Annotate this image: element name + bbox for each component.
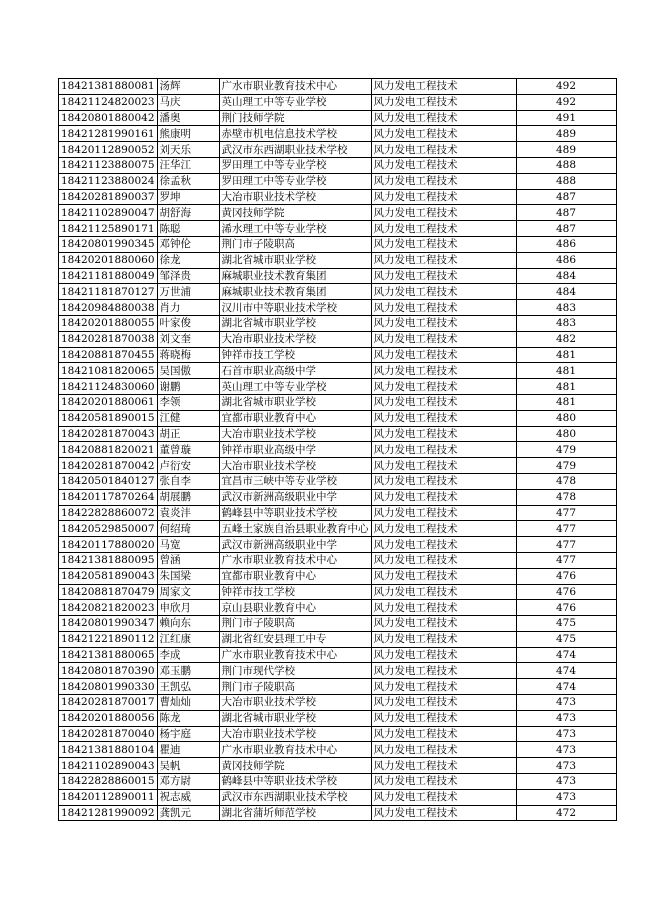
exam-id-cell: 18420984880038 <box>59 300 158 316</box>
major-cell: 风力发电工程技术 <box>371 79 516 95</box>
table-row <box>59 505 617 521</box>
school-cell: 荆门市现代学校 <box>219 663 371 679</box>
student-name-cell: 马宽 <box>157 537 219 553</box>
score-cell: 487 <box>516 189 616 205</box>
exam-id-cell: 18421124820023 <box>59 94 158 110</box>
table-row <box>59 252 617 268</box>
exam-id-cell: 18421125890171 <box>59 221 158 237</box>
score-cell: 484 <box>516 284 616 300</box>
school-cell: 汉川市中等职业技术学校 <box>219 300 371 316</box>
table-row <box>59 379 617 395</box>
score-cell: 481 <box>516 363 616 379</box>
major-cell: 风力发电工程技术 <box>371 347 516 363</box>
table-row <box>59 726 617 742</box>
score-cell: 473 <box>516 789 616 805</box>
exam-id-cell: 18420581890043 <box>59 568 158 584</box>
results-table-body <box>59 79 617 821</box>
exam-id-cell: 18421081820065 <box>59 363 158 379</box>
student-name-cell: 王凯弘 <box>157 679 219 695</box>
score-cell: 473 <box>516 710 616 726</box>
school-cell: 黄冈技师学院 <box>219 758 371 774</box>
score-cell: 487 <box>516 205 616 221</box>
school-cell: 钟祥市技工学校 <box>219 347 371 363</box>
score-cell: 488 <box>516 157 616 173</box>
school-cell: 鹤峰县中等职业技术学校 <box>219 505 371 521</box>
exam-id-cell: 18421123880024 <box>59 173 158 189</box>
exam-id-cell: 18420281890037 <box>59 189 158 205</box>
table-row <box>59 742 617 758</box>
student-name-cell: 周家文 <box>157 584 219 600</box>
major-cell: 风力发电工程技术 <box>371 442 516 458</box>
school-cell: 京山县职业教育中心 <box>219 600 371 616</box>
student-name-cell: 赖向东 <box>157 616 219 632</box>
school-cell: 大冶市职业技术学校 <box>219 458 371 474</box>
table-row <box>59 173 617 189</box>
student-name-cell: 马庆 <box>157 94 219 110</box>
score-cell: 478 <box>516 473 616 489</box>
school-cell: 湖北省城市职业学校 <box>219 710 371 726</box>
exam-id-cell: 18420281870043 <box>59 426 158 442</box>
exam-id-cell: 18420201880060 <box>59 252 158 268</box>
student-name-cell: 蒋晓梅 <box>157 347 219 363</box>
table-row <box>59 157 617 173</box>
major-cell: 风力发电工程技术 <box>371 300 516 316</box>
school-cell: 宜都市职业教育中心 <box>219 568 371 584</box>
student-name-cell: 张自李 <box>157 473 219 489</box>
major-cell: 风力发电工程技术 <box>371 473 516 489</box>
major-cell: 风力发电工程技术 <box>371 647 516 663</box>
exam-id-cell: 18420117870264 <box>59 489 158 505</box>
school-cell: 荆门市子陵职高 <box>219 236 371 252</box>
school-cell: 钟祥市职业高级中学 <box>219 442 371 458</box>
table-row <box>59 268 617 284</box>
table-row <box>59 410 617 426</box>
major-cell: 风力发电工程技术 <box>371 489 516 505</box>
major-cell: 风力发电工程技术 <box>371 789 516 805</box>
school-cell: 麻城职业技术教育集团 <box>219 284 371 300</box>
exam-id-cell: 18421381880104 <box>59 742 158 758</box>
school-cell: 武汉市新洲高级职业中学 <box>219 489 371 505</box>
table-row <box>59 94 617 110</box>
exam-id-cell: 18421281990161 <box>59 126 158 142</box>
exam-id-cell: 18420881820021 <box>59 442 158 458</box>
school-cell: 大冶市职业技术学校 <box>219 726 371 742</box>
school-cell: 石首市职业高级中学 <box>219 363 371 379</box>
major-cell: 风力发电工程技术 <box>371 521 516 537</box>
major-cell: 风力发电工程技术 <box>371 805 516 821</box>
major-cell: 风力发电工程技术 <box>371 679 516 695</box>
school-cell: 浠水理工中等专业学校 <box>219 221 371 237</box>
major-cell: 风力发电工程技术 <box>371 726 516 742</box>
exam-id-cell: 18420801880042 <box>59 110 158 126</box>
exam-id-cell: 18420281870042 <box>59 458 158 474</box>
major-cell: 风力发电工程技术 <box>371 189 516 205</box>
major-cell: 风力发电工程技术 <box>371 774 516 790</box>
student-name-cell: 陈聪 <box>157 221 219 237</box>
school-cell: 湖北省城市职业学校 <box>219 315 371 331</box>
score-cell: 473 <box>516 695 616 711</box>
score-cell: 477 <box>516 552 616 568</box>
major-cell: 风力发电工程技术 <box>371 205 516 221</box>
student-name-cell: 邓方尉 <box>157 774 219 790</box>
score-cell: 483 <box>516 300 616 316</box>
school-cell: 大冶市职业技术学校 <box>219 695 371 711</box>
score-cell: 473 <box>516 726 616 742</box>
major-cell: 风力发电工程技术 <box>371 568 516 584</box>
major-cell: 风力发电工程技术 <box>371 142 516 158</box>
table-row <box>59 284 617 300</box>
student-name-cell: 祝志威 <box>157 789 219 805</box>
exam-id-cell: 18421381880095 <box>59 552 158 568</box>
score-cell: 486 <box>516 236 616 252</box>
exam-id-cell: 18420881870455 <box>59 347 158 363</box>
school-cell: 鹤峰县中等职业技术学校 <box>219 774 371 790</box>
student-name-cell: 叶家俊 <box>157 315 219 331</box>
exam-id-cell: 18420281870040 <box>59 726 158 742</box>
table-row <box>59 774 617 790</box>
score-cell: 489 <box>516 142 616 158</box>
exam-id-cell: 18421181870127 <box>59 284 158 300</box>
student-name-cell: 邓钟伦 <box>157 236 219 252</box>
table-row <box>59 568 617 584</box>
exam-id-cell: 18420281870017 <box>59 695 158 711</box>
table-row <box>59 347 617 363</box>
exam-id-cell: 18421281990092 <box>59 805 158 821</box>
student-name-cell: 何绍琦 <box>157 521 219 537</box>
score-cell: 482 <box>516 331 616 347</box>
student-name-cell: 熊康明 <box>157 126 219 142</box>
student-name-cell: 汤辉 <box>157 79 219 95</box>
major-cell: 风力发电工程技术 <box>371 410 516 426</box>
student-name-cell: 汪华江 <box>157 157 219 173</box>
table-row <box>59 600 617 616</box>
major-cell: 风力发电工程技术 <box>371 426 516 442</box>
major-cell: 风力发电工程技术 <box>371 537 516 553</box>
exam-id-cell: 18420801990330 <box>59 679 158 695</box>
table-row <box>59 552 617 568</box>
exam-id-cell: 18421181880049 <box>59 268 158 284</box>
exam-id-cell: 18420501840127 <box>59 473 158 489</box>
exam-id-cell: 18420117880020 <box>59 537 158 553</box>
score-cell: 475 <box>516 631 616 647</box>
table-row <box>59 584 617 600</box>
major-cell: 风力发电工程技术 <box>371 631 516 647</box>
student-name-cell: 龚凯元 <box>157 805 219 821</box>
score-cell: 488 <box>516 173 616 189</box>
major-cell: 风力发电工程技术 <box>371 236 516 252</box>
major-cell: 风力发电工程技术 <box>371 663 516 679</box>
exam-id-cell: 18420281870038 <box>59 331 158 347</box>
school-cell: 湖北省城市职业学校 <box>219 252 371 268</box>
major-cell: 风力发电工程技术 <box>371 126 516 142</box>
school-cell: 广水市职业教育技术中心 <box>219 552 371 568</box>
score-cell: 483 <box>516 315 616 331</box>
table-row <box>59 126 617 142</box>
exam-id-cell: 18422828860072 <box>59 505 158 521</box>
student-name-cell: 袁炎沣 <box>157 505 219 521</box>
student-name-cell: 刘天乐 <box>157 142 219 158</box>
student-name-cell: 刘文奎 <box>157 331 219 347</box>
exam-id-cell: 18420201880056 <box>59 710 158 726</box>
table-row <box>59 758 617 774</box>
major-cell: 风力发电工程技术 <box>371 284 516 300</box>
exam-id-cell: 18420881870479 <box>59 584 158 600</box>
score-cell: 474 <box>516 663 616 679</box>
exam-id-cell: 18420201880061 <box>59 394 158 410</box>
school-cell: 湖北省蒲圻师范学校 <box>219 805 371 821</box>
school-cell: 黄冈技师学院 <box>219 205 371 221</box>
score-cell: 474 <box>516 647 616 663</box>
score-cell: 477 <box>516 521 616 537</box>
school-cell: 五峰土家族自治县职业教育中心 <box>219 521 371 537</box>
table-row <box>59 442 617 458</box>
table-row <box>59 142 617 158</box>
student-name-cell: 曾涵 <box>157 552 219 568</box>
table-row <box>59 205 617 221</box>
exam-id-cell: 18420801990345 <box>59 236 158 252</box>
school-cell: 荆门市子陵职高 <box>219 616 371 632</box>
school-cell: 大冶市职业技术学校 <box>219 426 371 442</box>
student-name-cell: 董曾璇 <box>157 442 219 458</box>
major-cell: 风力发电工程技术 <box>371 363 516 379</box>
score-cell: 477 <box>516 537 616 553</box>
score-cell: 491 <box>516 110 616 126</box>
score-cell: 481 <box>516 394 616 410</box>
major-cell: 风力发电工程技术 <box>371 268 516 284</box>
school-cell: 麻城职业技术教育集团 <box>219 268 371 284</box>
student-name-cell: 徐孟秋 <box>157 173 219 189</box>
school-cell: 武汉市东西湖职业技术学校 <box>219 789 371 805</box>
major-cell: 风力发电工程技术 <box>371 600 516 616</box>
student-name-cell: 潘奥 <box>157 110 219 126</box>
major-cell: 风力发电工程技术 <box>371 616 516 632</box>
major-cell: 风力发电工程技术 <box>371 315 516 331</box>
student-name-cell: 李成 <box>157 647 219 663</box>
score-cell: 484 <box>516 268 616 284</box>
major-cell: 风力发电工程技术 <box>371 695 516 711</box>
student-name-cell: 吴帆 <box>157 758 219 774</box>
school-cell: 钟祥市技工学校 <box>219 584 371 600</box>
table-row <box>59 110 617 126</box>
table-row <box>59 679 617 695</box>
exam-id-cell: 18421102890047 <box>59 205 158 221</box>
table-row <box>59 426 617 442</box>
school-cell: 大冶市职业技术学校 <box>219 189 371 205</box>
major-cell: 风力发电工程技术 <box>371 221 516 237</box>
table-row <box>59 331 617 347</box>
score-cell: 477 <box>516 505 616 521</box>
table-row <box>59 189 617 205</box>
school-cell: 宜都市职业教育中心 <box>219 410 371 426</box>
score-cell: 480 <box>516 426 616 442</box>
exam-id-cell: 18421381880065 <box>59 647 158 663</box>
student-name-cell: 曹灿灿 <box>157 695 219 711</box>
major-cell: 风力发电工程技术 <box>371 173 516 189</box>
school-cell: 武汉市东西湖职业技术学校 <box>219 142 371 158</box>
student-name-cell: 江红康 <box>157 631 219 647</box>
score-cell: 473 <box>516 774 616 790</box>
exam-id-cell: 18420581890015 <box>59 410 158 426</box>
school-cell: 赤壁市机电信息技术学校 <box>219 126 371 142</box>
school-cell: 广水市职业教育技术中心 <box>219 647 371 663</box>
table-row <box>59 300 617 316</box>
score-cell: 479 <box>516 458 616 474</box>
score-cell: 476 <box>516 584 616 600</box>
student-name-cell: 谢鹏 <box>157 379 219 395</box>
student-name-cell: 卢衍安 <box>157 458 219 474</box>
exam-id-cell: 18420201880055 <box>59 315 158 331</box>
major-cell: 风力发电工程技术 <box>371 458 516 474</box>
school-cell: 英山理工中等专业学校 <box>219 94 371 110</box>
major-cell: 风力发电工程技术 <box>371 758 516 774</box>
student-name-cell: 瞿迪 <box>157 742 219 758</box>
table-row <box>59 616 617 632</box>
major-cell: 风力发电工程技术 <box>371 331 516 347</box>
major-cell: 风力发电工程技术 <box>371 710 516 726</box>
exam-id-cell: 18421221890112 <box>59 631 158 647</box>
score-cell: 475 <box>516 616 616 632</box>
table-row <box>59 489 617 505</box>
table-row <box>59 789 617 805</box>
score-cell: 481 <box>516 347 616 363</box>
score-cell: 473 <box>516 742 616 758</box>
table-row <box>59 805 617 821</box>
student-name-cell: 肖力 <box>157 300 219 316</box>
school-cell: 荆门市子陵职高 <box>219 679 371 695</box>
major-cell: 风力发电工程技术 <box>371 379 516 395</box>
school-cell: 罗田理工中等专业学校 <box>219 173 371 189</box>
school-cell: 湖北省红安县理工中专 <box>219 631 371 647</box>
student-name-cell: 朱国梁 <box>157 568 219 584</box>
student-name-cell: 杨宇庭 <box>157 726 219 742</box>
major-cell: 风力发电工程技术 <box>371 157 516 173</box>
table-row <box>59 521 617 537</box>
school-cell: 宜昌市三峡中等专业学校 <box>219 473 371 489</box>
major-cell: 风力发电工程技术 <box>371 584 516 600</box>
student-name-cell: 李领 <box>157 394 219 410</box>
table-row <box>59 695 617 711</box>
table-row <box>59 79 617 95</box>
major-cell: 风力发电工程技术 <box>371 252 516 268</box>
score-cell: 480 <box>516 410 616 426</box>
score-cell: 478 <box>516 489 616 505</box>
results-table <box>58 78 617 821</box>
student-name-cell: 申欣月 <box>157 600 219 616</box>
score-cell: 481 <box>516 379 616 395</box>
major-cell: 风力发电工程技术 <box>371 552 516 568</box>
exam-id-cell: 18421123880075 <box>59 157 158 173</box>
school-cell: 广水市职业教育技术中心 <box>219 79 371 95</box>
student-name-cell: 邓玉鹏 <box>157 663 219 679</box>
student-name-cell: 罗坤 <box>157 189 219 205</box>
table-row <box>59 631 617 647</box>
major-cell: 风力发电工程技术 <box>371 394 516 410</box>
table-row <box>59 647 617 663</box>
score-cell: 486 <box>516 252 616 268</box>
table-row <box>59 236 617 252</box>
score-cell: 492 <box>516 79 616 95</box>
student-name-cell: 胡展鹏 <box>157 489 219 505</box>
score-cell: 492 <box>516 94 616 110</box>
school-cell: 武汉市新洲高级职业中学 <box>219 537 371 553</box>
student-name-cell: 徐龙 <box>157 252 219 268</box>
score-cell: 472 <box>516 805 616 821</box>
student-name-cell: 胡正 <box>157 426 219 442</box>
table-row <box>59 363 617 379</box>
exam-id-cell: 18420112890052 <box>59 142 158 158</box>
exam-id-cell: 18420821820023 <box>59 600 158 616</box>
school-cell: 荆门技师学院 <box>219 110 371 126</box>
major-cell: 风力发电工程技术 <box>371 110 516 126</box>
school-cell: 大冶市职业技术学校 <box>219 331 371 347</box>
score-cell: 487 <box>516 221 616 237</box>
table-row <box>59 394 617 410</box>
exam-id-cell: 18421102890043 <box>59 758 158 774</box>
table-row <box>59 458 617 474</box>
exam-id-cell: 18421124830060 <box>59 379 158 395</box>
major-cell: 风力发电工程技术 <box>371 94 516 110</box>
table-row <box>59 537 617 553</box>
exam-id-cell: 18420529850007 <box>59 521 158 537</box>
score-cell: 474 <box>516 679 616 695</box>
student-name-cell: 陈龙 <box>157 710 219 726</box>
major-cell: 风力发电工程技术 <box>371 505 516 521</box>
score-cell: 489 <box>516 126 616 142</box>
score-cell: 479 <box>516 442 616 458</box>
score-cell: 476 <box>516 600 616 616</box>
exam-id-cell: 18420801870390 <box>59 663 158 679</box>
student-name-cell: 邹泽贵 <box>157 268 219 284</box>
score-cell: 473 <box>516 758 616 774</box>
table-row <box>59 221 617 237</box>
table-row <box>59 315 617 331</box>
student-name-cell: 万世浦 <box>157 284 219 300</box>
exam-id-cell: 18422828860015 <box>59 774 158 790</box>
student-name-cell: 江健 <box>157 410 219 426</box>
student-name-cell: 吴国傲 <box>157 363 219 379</box>
exam-id-cell: 18421381880081 <box>59 79 158 95</box>
major-cell: 风力发电工程技术 <box>371 742 516 758</box>
school-cell: 罗田理工中等专业学校 <box>219 157 371 173</box>
table-row <box>59 473 617 489</box>
table-row <box>59 663 617 679</box>
school-cell: 湖北省城市职业学校 <box>219 394 371 410</box>
score-cell: 476 <box>516 568 616 584</box>
table-row <box>59 710 617 726</box>
exam-id-cell: 18420112890011 <box>59 789 158 805</box>
exam-id-cell: 18420801990347 <box>59 616 158 632</box>
student-name-cell: 胡舒海 <box>157 205 219 221</box>
school-cell: 英山理工中等专业学校 <box>219 379 371 395</box>
school-cell: 广水市职业教育技术中心 <box>219 742 371 758</box>
